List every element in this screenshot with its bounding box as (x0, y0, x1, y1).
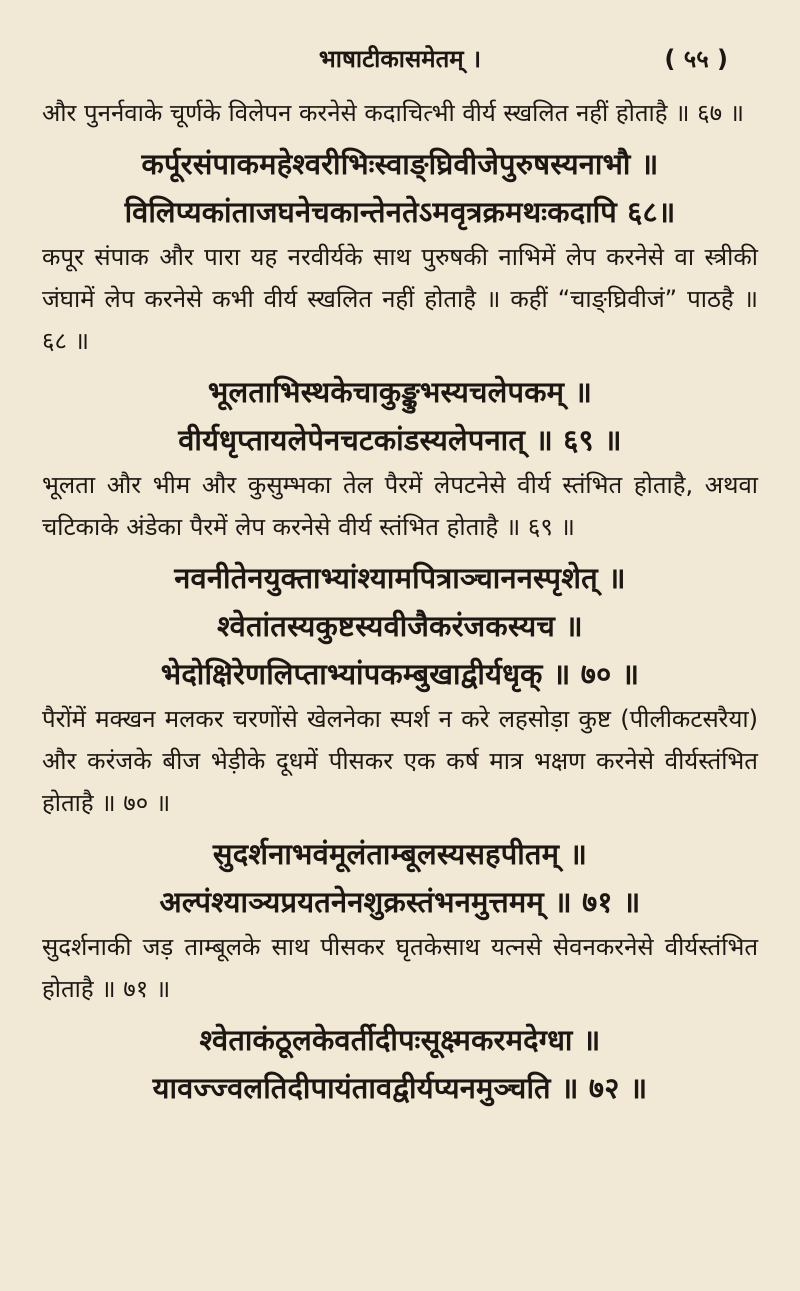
verse-line: अल्पंश्याञ्यप्रयतनेनशुक्रस्तंभनमुत्तमम् ॥ ७१ ॥ (159, 885, 641, 919)
commentary-paragraph: कपूर संपाक और पारा यह नरवीर्यके साथ पुरुषकी नाभिमें लेप करनेसे वा स्त्रीकी जंघामें लेप करनेसे कभी वीर्य स्खलित नहीं होताहै ॥ कहीं “चाङ्घ्रिवीजं” पाठहै ॥ ६८ ॥ (42, 243, 758, 355)
verse-line: श्वेताकंठूलकेवर्तीदीपःसूक्ष्मकरमदेग्धा ॥ (199, 1023, 601, 1057)
page-number: ( ५५ ) (664, 45, 728, 73)
verse-line: नवनीतेनयुक्ताभ्यांश्यामपित्राञ्चाननस्पृशेत् ॥ (174, 561, 626, 595)
verse-line: श्वेतांतस्यकुष्टस्यवीजैकरंजकस्यच ॥ (217, 609, 583, 643)
commentary-paragraph: सुदर्शनाकी जड़ ताम्बूलके साथ पीसकर घृतकेसाथ यत्नसे सेवनकरनेसे वीर्यस्तंभित होताहै ॥ ७१ ॥ (42, 933, 758, 1003)
commentary-paragraph: और पुनर्नवाके चूर्णके विलेपन करनेसे कदाचित्भी वीर्य स्खलित नहीं होताहै ॥ ६७ ॥ (42, 99, 745, 127)
verse-line: वीर्यधृप्तायलेपेनचटकांडस्यलेपनात् ॥ ६९ ॥ (178, 423, 622, 457)
verse-line: विलिप्यकांताजघनेचकान्तेनतेऽमवृत्रक्रमथःकदापि ६८॥ (124, 195, 676, 229)
verse-line: सुदर्शनाभवंमूलंताम्बूलस्यसहपीतम् ॥ (212, 837, 588, 871)
verse-line: कर्पूरसंपाकमहेश्वरीभिःस्वाङ्घ्रिवीजेपुरुषस्यनाभौ ॥ (141, 147, 659, 181)
verse-line: यावज्ज्वलतिदीपायंतावद्वीर्यप्यनमुञ्चति ॥ ७२ ॥ (152, 1071, 648, 1105)
commentary-paragraph: भूलता और भीम और कुसुम्भका तेल पैरमें लेपटनेसे वीर्य स्तंभित होताहै, अथवा चटिकाके अंडेका पैरमें लेप करनेसे वीर्य स्तंभित होताहै ॥ ६९ ॥ (42, 471, 758, 541)
page-header (0, 42, 800, 82)
verse-line: भूलताभिस्थकेचाकुङ्कुभस्यचलेपकम् ॥ (207, 375, 593, 409)
verse-line: भेदोक्षिरेणलिप्ताभ्यांपकम्बुखाद्वीर्यधृक् ॥ ७० ॥ (160, 657, 640, 691)
running-title: भाषाटीकासमेतम् । (318, 45, 482, 73)
page-body (42, 92, 758, 1112)
commentary-paragraph: पैरोंमें मक्खन मलकर चरणोंसे खेलनेका स्पर्श न करे लहसोड़ा कुष्ट (पीलीकटसरैया) और करंजके बीज भेड़ीके दूधमें पीसकर एक कर्ष मात्र भक्षण करनेसे वीर्यस्तंभित होताहै ॥ ७० ॥ (42, 705, 758, 817)
